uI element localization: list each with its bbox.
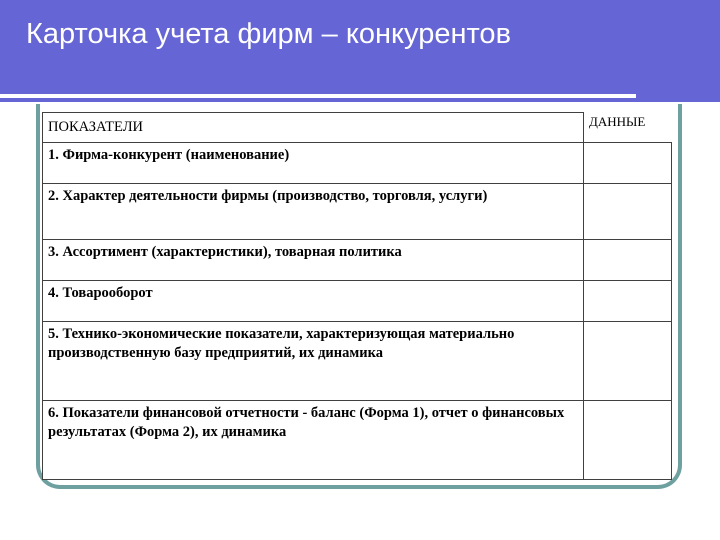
row-indicator: 5. Технико-экономические показатели, характеризующая материально производственную базу предприятий, их динамика	[43, 322, 584, 401]
row-indicator: 1. Фирма-конкурент (наименование)	[43, 143, 584, 184]
header-indicators: ПОКАЗАТЕЛИ	[43, 113, 584, 143]
table-row	[43, 401, 672, 480]
header-data: ДАННЫЕ	[589, 113, 646, 129]
row-data	[584, 401, 672, 480]
row-data	[584, 322, 672, 401]
row-indicator: 4. Товарооборот	[43, 281, 584, 322]
competitor-card-table	[42, 112, 672, 480]
row-data	[584, 240, 672, 281]
header-data-cell	[584, 113, 672, 143]
row-indicator: 3. Ассортимент (характеристики), товарная политика	[43, 240, 584, 281]
table-row	[43, 240, 672, 281]
row-data	[584, 184, 672, 240]
table-row	[43, 184, 672, 240]
title-band	[0, 0, 720, 102]
table-row	[43, 281, 672, 322]
slide-title: Карточка учета фирм – конкурентов	[26, 18, 511, 50]
table-row	[43, 143, 672, 184]
row-data	[584, 281, 672, 322]
row-data	[584, 143, 672, 184]
table-header-row	[43, 113, 672, 143]
row-indicator: 2. Характер деятельности фирмы (производство, торговля, услуги)	[43, 184, 584, 240]
row-indicator: 6. Показатели финансовой отчетности - баланс (Форма 1), отчет о финансовых результатах (Форма 2), их динамика	[43, 401, 584, 480]
title-underline	[0, 94, 636, 98]
table-row	[43, 322, 672, 401]
